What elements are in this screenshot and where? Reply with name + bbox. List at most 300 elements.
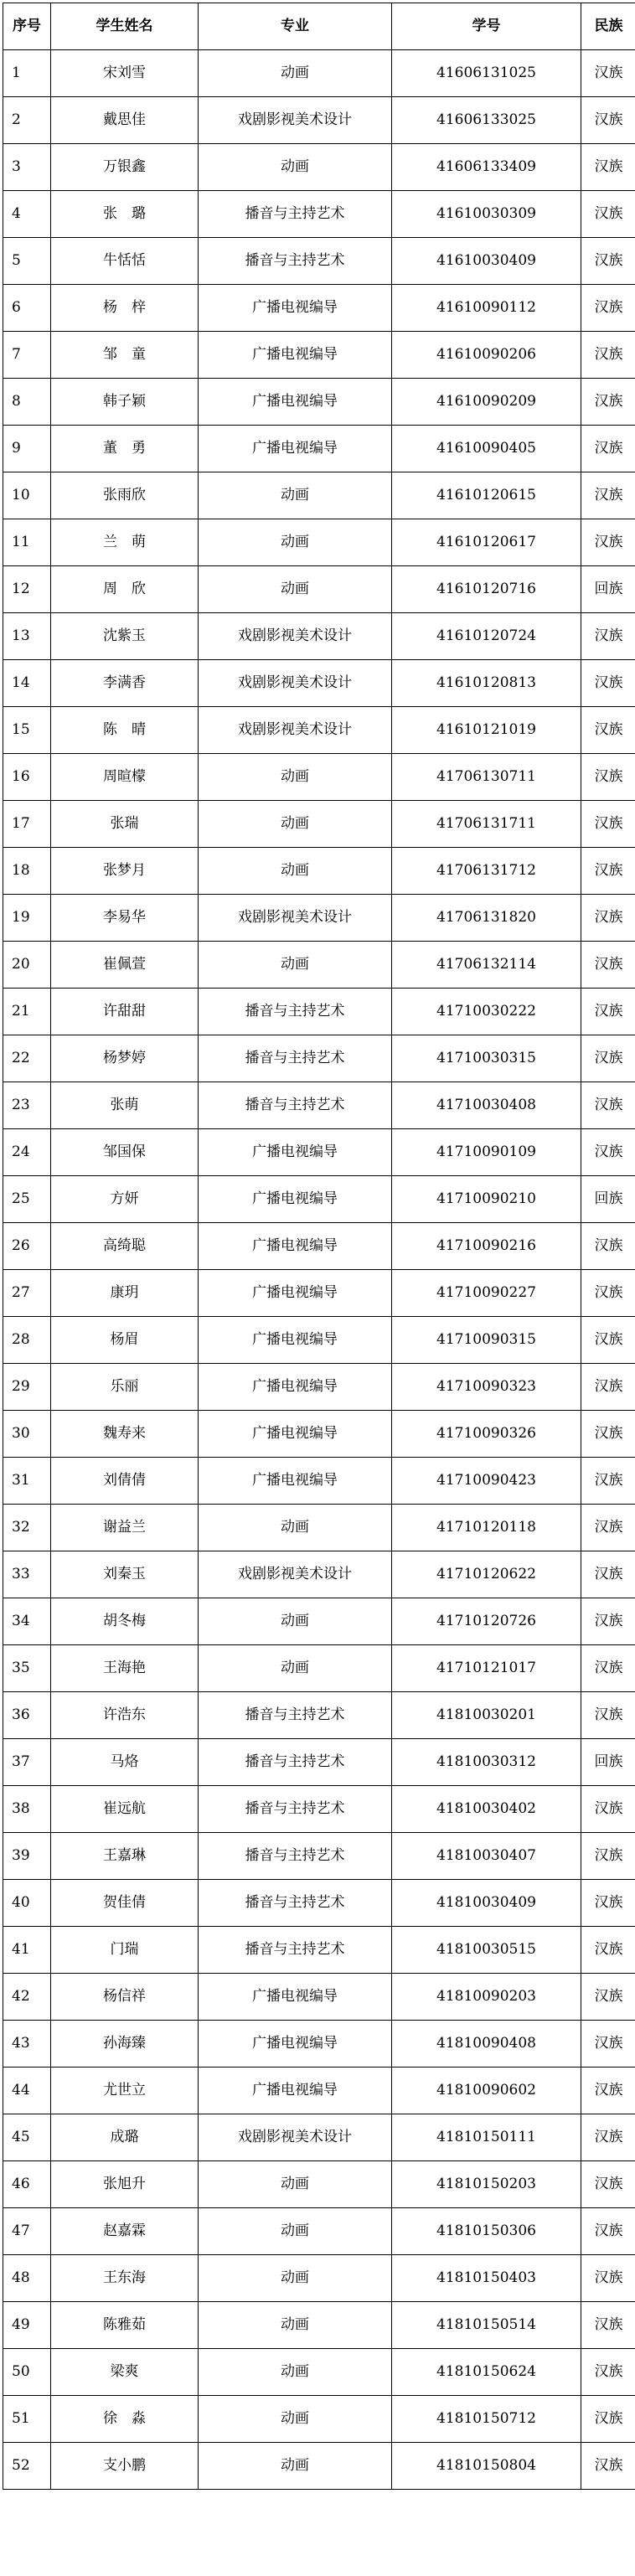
table-row (3, 2068, 635, 2114)
cell-student-id: 41810150403 (392, 2255, 581, 2302)
cell-student-id: 41610090206 (392, 332, 581, 379)
cell-ethnicity: 汉族 (581, 50, 635, 97)
cell-ethnicity: 汉族 (581, 1692, 635, 1739)
table-row (3, 801, 635, 848)
table-row (3, 660, 635, 707)
cell-student-name: 邹国保 (51, 1129, 199, 1176)
cell-ethnicity: 汉族 (581, 989, 635, 1035)
table-body (3, 50, 635, 2490)
cell-ethnicity: 汉族 (581, 1270, 635, 1317)
cell-student-id: 41710030408 (392, 1082, 581, 1129)
cell-student-name: 戴思佳 (51, 97, 199, 144)
table-row (3, 191, 635, 238)
table-row (3, 1458, 635, 1505)
table-row (3, 2349, 635, 2396)
cell-student-id: 41606133409 (392, 144, 581, 191)
cell-major: 戏剧影视美术设计 (199, 1551, 392, 1598)
cell-student-id: 41710120726 (392, 1598, 581, 1645)
cell-student-id: 41610090209 (392, 379, 581, 426)
table-row (3, 426, 635, 472)
cell-serial-number: 36 (3, 1692, 51, 1739)
cell-student-id: 41610030309 (392, 191, 581, 238)
cell-serial-number: 50 (3, 2349, 51, 2396)
cell-ethnicity: 汉族 (581, 472, 635, 519)
cell-student-id: 41606133025 (392, 97, 581, 144)
cell-ethnicity: 汉族 (581, 613, 635, 660)
cell-major: 戏剧影视美术设计 (199, 895, 392, 942)
cell-student-id: 41710120118 (392, 1505, 581, 1551)
cell-serial-number: 31 (3, 1458, 51, 1505)
header-student-name: 学生姓名 (51, 3, 199, 50)
cell-serial-number: 12 (3, 566, 51, 613)
table-row (3, 519, 635, 566)
cell-student-name: 方妍 (51, 1176, 199, 1223)
cell-serial-number: 11 (3, 519, 51, 566)
cell-ethnicity: 汉族 (581, 1223, 635, 1270)
cell-ethnicity: 汉族 (581, 895, 635, 942)
table-row (3, 1129, 635, 1176)
table-row (3, 1317, 635, 1364)
cell-student-id: 41706131711 (392, 801, 581, 848)
cell-ethnicity: 汉族 (581, 2114, 635, 2161)
cell-student-name: 李满香 (51, 660, 199, 707)
cell-student-id: 41610090112 (392, 285, 581, 332)
cell-student-id: 41710090227 (392, 1270, 581, 1317)
cell-student-name: 韩子颖 (51, 379, 199, 426)
table-row (3, 472, 635, 519)
cell-student-name: 尤世立 (51, 2068, 199, 2114)
cell-student-name: 支小鹏 (51, 2443, 199, 2490)
cell-student-id: 41710090326 (392, 1411, 581, 1458)
cell-serial-number: 24 (3, 1129, 51, 1176)
cell-student-id: 41706131712 (392, 848, 581, 895)
cell-serial-number: 32 (3, 1505, 51, 1551)
cell-major: 动画 (199, 754, 392, 801)
cell-major: 动画 (199, 2208, 392, 2255)
cell-major: 动画 (199, 2161, 392, 2208)
cell-major: 动画 (199, 2349, 392, 2396)
cell-ethnicity: 汉族 (581, 1458, 635, 1505)
cell-student-id: 41706132114 (392, 942, 581, 989)
cell-serial-number: 23 (3, 1082, 51, 1129)
cell-serial-number: 43 (3, 2021, 51, 2068)
cell-ethnicity: 汉族 (581, 660, 635, 707)
cell-student-name: 宋刘雪 (51, 50, 199, 97)
cell-serial-number: 21 (3, 989, 51, 1035)
table-row (3, 1176, 635, 1223)
cell-serial-number: 26 (3, 1223, 51, 1270)
cell-student-name: 高绮聪 (51, 1223, 199, 1270)
table-row (3, 97, 635, 144)
cell-student-name: 崔佩萱 (51, 942, 199, 989)
cell-student-name: 刘秦玉 (51, 1551, 199, 1598)
cell-student-id: 41610090405 (392, 426, 581, 472)
cell-major: 广播电视编导 (199, 1129, 392, 1176)
cell-major: 播音与主持艺术 (199, 1082, 392, 1129)
cell-student-name: 成璐 (51, 2114, 199, 2161)
cell-ethnicity: 汉族 (581, 707, 635, 754)
cell-ethnicity: 回族 (581, 566, 635, 613)
header-ethnicity: 民族 (581, 3, 635, 50)
cell-major: 动画 (199, 1598, 392, 1645)
cell-student-id: 41706130711 (392, 754, 581, 801)
cell-serial-number: 2 (3, 97, 51, 144)
cell-student-id: 41710030315 (392, 1035, 581, 1082)
cell-major: 戏剧影视美术设计 (199, 660, 392, 707)
table-row (3, 1692, 635, 1739)
table-row (3, 238, 635, 285)
cell-serial-number: 34 (3, 1598, 51, 1645)
cell-serial-number: 45 (3, 2114, 51, 2161)
cell-ethnicity: 汉族 (581, 1598, 635, 1645)
table-row (3, 50, 635, 97)
cell-student-name: 许浩东 (51, 1692, 199, 1739)
cell-student-id: 41810150111 (392, 2114, 581, 2161)
cell-major: 广播电视编导 (199, 2068, 392, 2114)
cell-serial-number: 9 (3, 426, 51, 472)
cell-student-name: 魏寿来 (51, 1411, 199, 1458)
table-row (3, 2161, 635, 2208)
cell-serial-number: 5 (3, 238, 51, 285)
cell-ethnicity: 汉族 (581, 2443, 635, 2490)
cell-student-id: 41610120615 (392, 472, 581, 519)
cell-major: 动画 (199, 472, 392, 519)
table-row (3, 1739, 635, 1786)
cell-serial-number: 7 (3, 332, 51, 379)
cell-serial-number: 16 (3, 754, 51, 801)
cell-serial-number: 17 (3, 801, 51, 848)
table-row (3, 1551, 635, 1598)
cell-ethnicity: 汉族 (581, 2302, 635, 2349)
cell-student-name: 周暄檬 (51, 754, 199, 801)
cell-student-name: 周 欣 (51, 566, 199, 613)
cell-serial-number: 15 (3, 707, 51, 754)
cell-serial-number: 30 (3, 1411, 51, 1458)
table-row (3, 1786, 635, 1833)
cell-serial-number: 25 (3, 1176, 51, 1223)
cell-ethnicity: 汉族 (581, 2396, 635, 2443)
cell-ethnicity: 汉族 (581, 2208, 635, 2255)
cell-serial-number: 47 (3, 2208, 51, 2255)
cell-major: 动画 (199, 801, 392, 848)
cell-ethnicity: 汉族 (581, 1317, 635, 1364)
cell-student-id: 41610120813 (392, 660, 581, 707)
cell-ethnicity: 汉族 (581, 1505, 635, 1551)
cell-student-id: 41810150804 (392, 2443, 581, 2490)
cell-major: 戏剧影视美术设计 (199, 2114, 392, 2161)
cell-student-name: 董 勇 (51, 426, 199, 472)
cell-major: 戏剧影视美术设计 (199, 707, 392, 754)
cell-ethnicity: 汉族 (581, 942, 635, 989)
cell-student-id: 41610120617 (392, 519, 581, 566)
cell-major: 广播电视编导 (199, 1458, 392, 1505)
cell-serial-number: 44 (3, 2068, 51, 2114)
cell-serial-number: 48 (3, 2255, 51, 2302)
table-row (3, 1505, 635, 1551)
cell-student-name: 乐丽 (51, 1364, 199, 1411)
cell-student-name: 沈紫玉 (51, 613, 199, 660)
cell-serial-number: 35 (3, 1645, 51, 1692)
cell-serial-number: 46 (3, 2161, 51, 2208)
cell-student-name: 杨眉 (51, 1317, 199, 1364)
header-student-id: 学号 (392, 3, 581, 50)
cell-ethnicity: 汉族 (581, 754, 635, 801)
cell-student-id: 41810150712 (392, 2396, 581, 2443)
cell-serial-number: 13 (3, 613, 51, 660)
cell-ethnicity: 汉族 (581, 1645, 635, 1692)
cell-student-name: 李易华 (51, 895, 199, 942)
cell-serial-number: 33 (3, 1551, 51, 1598)
table-row (3, 1880, 635, 1927)
cell-ethnicity: 汉族 (581, 2349, 635, 2396)
cell-ethnicity: 汉族 (581, 1082, 635, 1129)
cell-serial-number: 3 (3, 144, 51, 191)
cell-major: 动画 (199, 848, 392, 895)
cell-major: 动画 (199, 2443, 392, 2490)
cell-major: 播音与主持艺术 (199, 989, 392, 1035)
cell-major: 广播电视编导 (199, 426, 392, 472)
cell-student-name: 杨信祥 (51, 1974, 199, 2021)
cell-serial-number: 40 (3, 1880, 51, 1927)
cell-major: 广播电视编导 (199, 1176, 392, 1223)
table-row (3, 1833, 635, 1880)
cell-major: 动画 (199, 2396, 392, 2443)
cell-ethnicity: 汉族 (581, 426, 635, 472)
cell-student-id: 41710120622 (392, 1551, 581, 1598)
cell-serial-number: 18 (3, 848, 51, 895)
cell-student-id: 41810030407 (392, 1833, 581, 1880)
cell-ethnicity: 回族 (581, 1739, 635, 1786)
cell-major: 戏剧影视美术设计 (199, 97, 392, 144)
table-row (3, 332, 635, 379)
cell-serial-number: 4 (3, 191, 51, 238)
cell-student-id: 41606131025 (392, 50, 581, 97)
table-row (3, 1364, 635, 1411)
cell-student-name: 杨梦婷 (51, 1035, 199, 1082)
cell-major: 广播电视编导 (199, 1974, 392, 2021)
cell-ethnicity: 汉族 (581, 2255, 635, 2302)
cell-student-name: 王嘉琳 (51, 1833, 199, 1880)
cell-serial-number: 14 (3, 660, 51, 707)
cell-ethnicity: 汉族 (581, 144, 635, 191)
cell-student-id: 41810150514 (392, 2302, 581, 2349)
cell-major: 广播电视编导 (199, 2021, 392, 2068)
cell-ethnicity: 汉族 (581, 1880, 635, 1927)
cell-student-name: 张梦月 (51, 848, 199, 895)
cell-student-name: 崔远航 (51, 1786, 199, 1833)
cell-major: 播音与主持艺术 (199, 1880, 392, 1927)
cell-ethnicity: 汉族 (581, 1364, 635, 1411)
cell-serial-number: 22 (3, 1035, 51, 1082)
cell-student-name: 赵嘉霖 (51, 2208, 199, 2255)
table-row (3, 1598, 635, 1645)
cell-student-id: 41610120724 (392, 613, 581, 660)
cell-serial-number: 8 (3, 379, 51, 426)
cell-major: 播音与主持艺术 (199, 1786, 392, 1833)
table-row (3, 989, 635, 1035)
table-row (3, 285, 635, 332)
cell-student-id: 41810030312 (392, 1739, 581, 1786)
table-row (3, 2302, 635, 2349)
cell-student-name: 门瑞 (51, 1927, 199, 1974)
header-major: 专业 (199, 3, 392, 50)
cell-major: 动画 (199, 519, 392, 566)
cell-ethnicity: 汉族 (581, 1927, 635, 1974)
cell-student-name: 张旭升 (51, 2161, 199, 2208)
cell-major: 动画 (199, 942, 392, 989)
cell-student-id: 41710090323 (392, 1364, 581, 1411)
cell-student-id: 41710030222 (392, 989, 581, 1035)
table-row (3, 1223, 635, 1270)
cell-student-id: 41810030409 (392, 1880, 581, 1927)
cell-major: 播音与主持艺术 (199, 1927, 392, 1974)
table-row (3, 1270, 635, 1317)
cell-student-name: 张萌 (51, 1082, 199, 1129)
cell-ethnicity: 汉族 (581, 801, 635, 848)
cell-serial-number: 28 (3, 1317, 51, 1364)
cell-student-id: 41810090602 (392, 2068, 581, 2114)
cell-major: 播音与主持艺术 (199, 1739, 392, 1786)
cell-ethnicity: 汉族 (581, 1129, 635, 1176)
table-row (3, 2255, 635, 2302)
table-row (3, 566, 635, 613)
cell-student-name: 张 璐 (51, 191, 199, 238)
table-row (3, 379, 635, 426)
table-header (3, 3, 635, 50)
cell-major: 广播电视编导 (199, 1317, 392, 1364)
cell-ethnicity: 回族 (581, 1176, 635, 1223)
cell-serial-number: 1 (3, 50, 51, 97)
cell-ethnicity: 汉族 (581, 519, 635, 566)
cell-major: 广播电视编导 (199, 285, 392, 332)
cell-ethnicity: 汉族 (581, 1551, 635, 1598)
cell-major: 广播电视编导 (199, 1411, 392, 1458)
cell-student-name: 兰 萌 (51, 519, 199, 566)
cell-student-name: 谢益兰 (51, 1505, 199, 1551)
cell-student-name: 邹 童 (51, 332, 199, 379)
cell-ethnicity: 汉族 (581, 2161, 635, 2208)
cell-student-id: 41810030402 (392, 1786, 581, 1833)
cell-major: 广播电视编导 (199, 1223, 392, 1270)
cell-student-id: 41810090203 (392, 1974, 581, 2021)
cell-serial-number: 6 (3, 285, 51, 332)
cell-student-id: 41710090315 (392, 1317, 581, 1364)
student-table (3, 3, 635, 2490)
cell-serial-number: 39 (3, 1833, 51, 1880)
table-row (3, 707, 635, 754)
cell-student-name: 王东海 (51, 2255, 199, 2302)
cell-ethnicity: 汉族 (581, 1411, 635, 1458)
table-row (3, 1927, 635, 1974)
cell-student-name: 马烙 (51, 1739, 199, 1786)
cell-ethnicity: 汉族 (581, 285, 635, 332)
cell-student-id: 41810030201 (392, 1692, 581, 1739)
cell-serial-number: 49 (3, 2302, 51, 2349)
cell-major: 播音与主持艺术 (199, 1692, 392, 1739)
cell-student-id: 41610120716 (392, 566, 581, 613)
cell-student-name: 贺佳倩 (51, 1880, 199, 1927)
cell-student-id: 41610121019 (392, 707, 581, 754)
table-row (3, 2443, 635, 2490)
cell-serial-number: 27 (3, 1270, 51, 1317)
cell-student-id: 41710090423 (392, 1458, 581, 1505)
header-serial-number: 序号 (3, 3, 51, 50)
table-row (3, 1645, 635, 1692)
cell-student-name: 牛恬恬 (51, 238, 199, 285)
cell-major: 播音与主持艺术 (199, 191, 392, 238)
cell-major: 广播电视编导 (199, 1364, 392, 1411)
table-row (3, 2396, 635, 2443)
table-row (3, 1035, 635, 1082)
cell-serial-number: 37 (3, 1739, 51, 1786)
cell-student-id: 41710090109 (392, 1129, 581, 1176)
cell-major: 广播电视编导 (199, 332, 392, 379)
table-row (3, 1411, 635, 1458)
student-table-container (3, 3, 632, 2490)
cell-student-id: 41710121017 (392, 1645, 581, 1692)
cell-major: 广播电视编导 (199, 379, 392, 426)
cell-student-name: 许甜甜 (51, 989, 199, 1035)
table-row (3, 2114, 635, 2161)
cell-serial-number: 20 (3, 942, 51, 989)
cell-major: 动画 (199, 2302, 392, 2349)
cell-serial-number: 52 (3, 2443, 51, 2490)
table-row (3, 2208, 635, 2255)
cell-student-name: 徐 淼 (51, 2396, 199, 2443)
cell-serial-number: 42 (3, 1974, 51, 2021)
cell-student-id: 41810150306 (392, 2208, 581, 2255)
cell-major: 戏剧影视美术设计 (199, 613, 392, 660)
cell-ethnicity: 汉族 (581, 332, 635, 379)
header-row (3, 3, 635, 50)
cell-student-name: 张瑞 (51, 801, 199, 848)
cell-student-name: 胡冬梅 (51, 1598, 199, 1645)
cell-student-name: 陈 晴 (51, 707, 199, 754)
cell-major: 播音与主持艺术 (199, 238, 392, 285)
cell-serial-number: 51 (3, 2396, 51, 2443)
cell-student-id: 41610030409 (392, 238, 581, 285)
cell-ethnicity: 汉族 (581, 1035, 635, 1082)
cell-student-name: 孙海臻 (51, 2021, 199, 2068)
cell-student-id: 41706131820 (392, 895, 581, 942)
cell-major: 播音与主持艺术 (199, 1035, 392, 1082)
cell-ethnicity: 汉族 (581, 1974, 635, 2021)
cell-ethnicity: 汉族 (581, 238, 635, 285)
cell-major: 动画 (199, 566, 392, 613)
cell-student-id: 41810030515 (392, 1927, 581, 1974)
cell-serial-number: 19 (3, 895, 51, 942)
table-row (3, 613, 635, 660)
cell-student-name: 张雨欣 (51, 472, 199, 519)
cell-major: 动画 (199, 144, 392, 191)
cell-ethnicity: 汉族 (581, 2021, 635, 2068)
cell-serial-number: 29 (3, 1364, 51, 1411)
cell-major: 动画 (199, 1645, 392, 1692)
cell-serial-number: 38 (3, 1786, 51, 1833)
table-row (3, 1974, 635, 2021)
cell-ethnicity: 汉族 (581, 1786, 635, 1833)
cell-student-id: 41710090216 (392, 1223, 581, 1270)
cell-ethnicity: 汉族 (581, 191, 635, 238)
cell-major: 动画 (199, 50, 392, 97)
cell-major: 广播电视编导 (199, 1270, 392, 1317)
cell-student-name: 陈雅茹 (51, 2302, 199, 2349)
table-row (3, 942, 635, 989)
cell-ethnicity: 汉族 (581, 1833, 635, 1880)
cell-student-id: 41810090408 (392, 2021, 581, 2068)
cell-student-name: 杨 梓 (51, 285, 199, 332)
cell-major: 动画 (199, 1505, 392, 1551)
